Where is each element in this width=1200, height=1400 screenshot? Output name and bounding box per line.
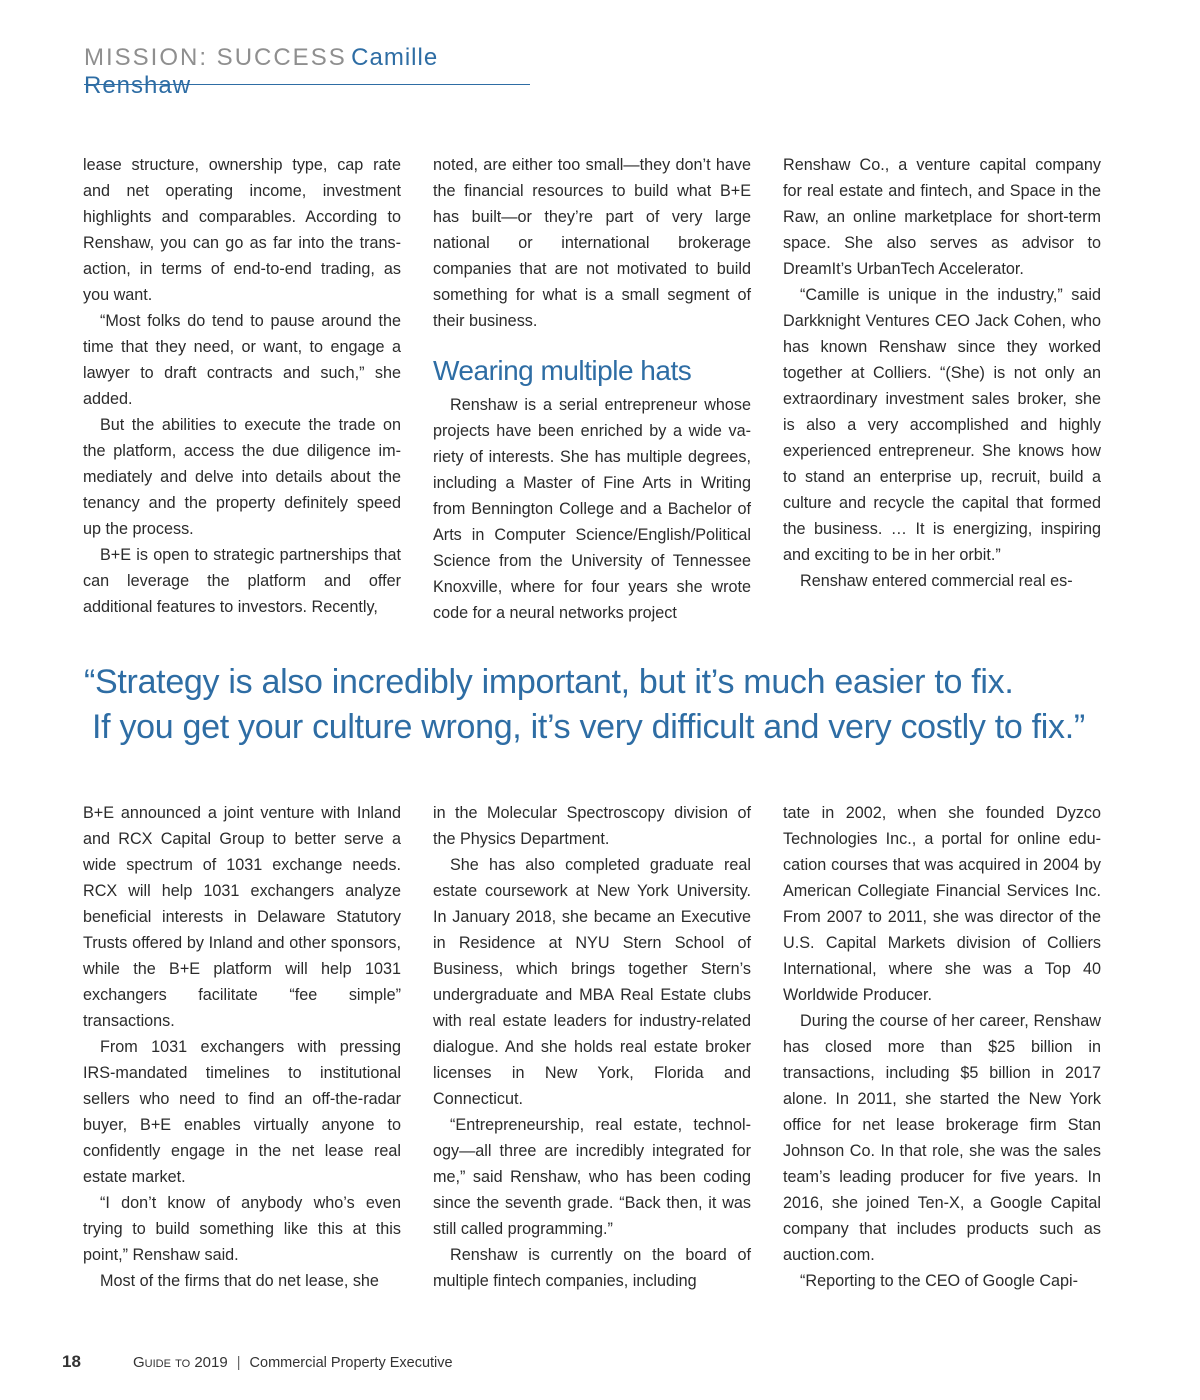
paragraph: in the Molecular Spectroscopy division of the Physics Department.	[433, 804, 751, 848]
paragraph: She has also completed graduate real estate coursework at New York University. In January 2018, she became an Executive in Residence at NYU Stern School of Business, which brings together Stern’s undergraduate and MBA Real Estate clubs with real estate leaders for industry-related dialogue. And she holds real estate broker licenses in New York, Florida and Connecticut.	[433, 856, 751, 1108]
paragraph: “Entrepreneurship, real estate, technology—all three are incredibly integrated for me,” said Renshaw, who has been coding since the seventh grade. “Back then, it was still called programming.”	[433, 1116, 751, 1238]
bottom-column-1	[83, 800, 401, 1294]
top-column-1	[83, 152, 401, 620]
paragraph: B+E announced a joint venture with Inland and RCX Capital Group to better serve a wide spectrum of 1031 exchange needs. RCX will help 1031 exchangers analyze beneficial interests in Delaware Statutory Trusts offered by Inland and other sponsors, while the B+E platform will help 1031 exchangers facilitate “fee simple” transactions.	[83, 804, 401, 1030]
bottom-column-2	[433, 800, 751, 1294]
subject-name: Camille Renshaw	[84, 44, 439, 99]
page-number: 18	[62, 1352, 81, 1371]
pull-quote-line-1: “Strategy is also incredibly important, but it’s much easier to fix.	[84, 663, 1014, 701]
paragraph: Renshaw is currently on the board of multiple fintech companies, including	[433, 1246, 751, 1290]
paragraph: Most of the firms that do net lease, she	[100, 1272, 379, 1290]
paragraph: “Camille is unique in the industry,” said Darkknight Ventures CEO Jack Cohen, who has known Renshaw since they worked together at Colliers. “(She) is not only an extraordinary investment sales broker, she is also a very accomplished and highly experienced entrepreneur. She knows how to stand an enterprise up, recruit, build a culture and recycle the capital that formed the business. … It is energizing, inspiring and exciting to be in her orbit.”	[783, 286, 1101, 564]
paragraph: tate in 2002, when she founded Dyzco Technologies Inc., a portal for online education courses that was acquired in 2004 by American Collegiate Financial Services Inc. From 2007 to 2011, she was director of the U.S. Capital Markets division of Colliers International, where she was a Top 40 Worldwide Producer.	[783, 804, 1101, 1004]
section-kicker: MISSION: SUCCESS	[84, 44, 347, 71]
publication-name: Commercial Property Executive	[249, 1355, 453, 1371]
paragraph: Renshaw is a serial entrepreneur whose projects have been enriched by a wide variety of interests. She has multiple degrees, including a Master of Fine Arts in Writing from Bennington College and a Bachelor of Arts in Computer Science/English/Political Science from the University of Tennessee Knoxville, where for four years she wrote code for a neural networks project	[433, 396, 751, 622]
paragraph: noted, are either too small—they don’t have the financial resources to build what B+E has built—or they’re part of very large national or international brokerage companies that are not motivated to build something for what is a small segment of their business.	[433, 156, 751, 330]
top-column-3	[783, 152, 1101, 594]
paragraph: From 1031 exchangers with pressing IRS-mandated timelines to institutional sellers who need to find an off-the-radar buyer, B+E enables virtually anyone to confidently engage in the net lease real estate market.	[83, 1038, 401, 1186]
paragraph: Renshaw Co., a venture capital company for real estate and fintech, and Space in the Raw, an online marketplace for short-term space. She also serves as advisor to DreamIt’s UrbanTech Accelerator.	[783, 156, 1101, 278]
paragraph: B+E is open to strategic partnerships that can leverage the platform and offer additional features to investors. Recently,	[83, 546, 401, 616]
paragraph: Renshaw entered commercial real es-	[800, 572, 1073, 590]
pull-quote-line-2: If you get your culture wrong, it’s very difficult and very costly to fix.”	[92, 708, 1085, 746]
guide-title: Guide to 2019	[132, 1354, 228, 1371]
paragraph: “Most folks do tend to pause around the time that they need, or want, to engage a lawyer to draft contracts and such,” she added.	[83, 312, 401, 408]
footer-separator: |	[236, 1355, 241, 1371]
paragraph: lease structure, ownership type, cap rate and net operating income, investment highlights and comparables. According to Renshaw, you can go as far into the transaction, in terms of end-to-end trading, as you want.	[83, 156, 401, 304]
paragraph: “I don’t know of anybody who’s even trying to build something like this at this point,” Renshaw said.	[83, 1194, 401, 1264]
paragraph: During the course of her career, Renshaw has closed more than $25 billion in transactions, including $5 billion in 2017 alone. In 2011, she started the New York office for net lease brokerage firm Stan Johnson Co. In that role, she was the sales team’s leading producer for five years. In 2016, she joined Ten-X, a Google Capital company that includes products such as auction.com.	[783, 1012, 1101, 1264]
paragraph: “Reporting to the CEO of Google Capi-	[800, 1272, 1079, 1290]
pull-quote	[84, 660, 1174, 750]
running-header	[84, 44, 530, 99]
section-heading: Wearing multiple hats	[433, 355, 692, 386]
page-footer	[62, 1352, 662, 1376]
bottom-column-3	[783, 800, 1101, 1294]
top-column-2	[433, 152, 751, 626]
paragraph: But the abilities to execute the trade on the platform, access the due diligence immediately and delve into details about the tenancy and the property definitely speed up the process.	[83, 416, 401, 538]
